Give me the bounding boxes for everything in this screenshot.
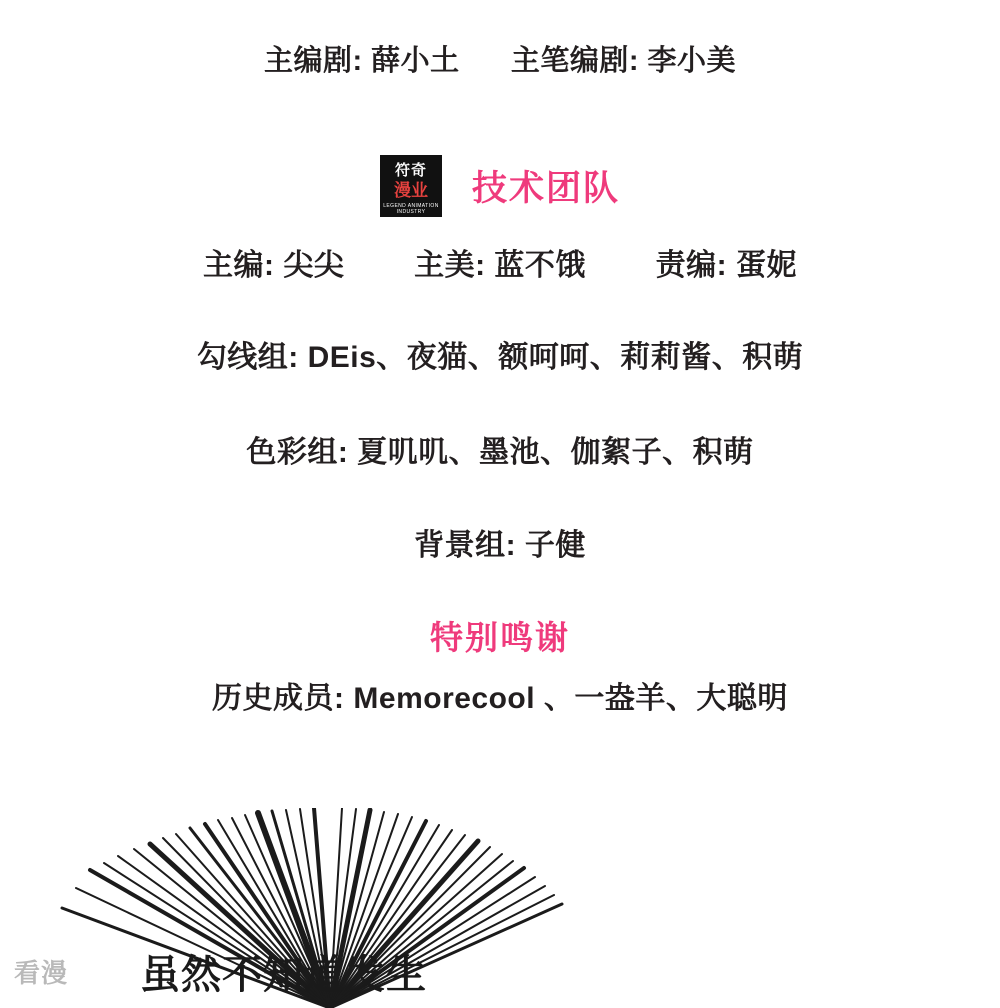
art-director-name: 蓝不饿 [494,249,586,282]
responsible-editor-name: 蛋妮 [735,249,797,282]
history-members-names: Memorecool 、一盎羊、大聪明 [353,682,788,715]
credits-color-row [0,427,1000,471]
lead-writer-label: 主笔编剧: [510,45,639,77]
responsible-editor-label: 责编: [655,249,728,282]
lineart-label: 勾线组: [196,341,299,374]
color-names: 夏叽叽、墨池、伽絮子、积萌 [357,436,754,469]
chief-writer-label: 主编剧: [263,45,363,77]
studio-logo-mid-text: 漫业 [393,181,428,200]
credits-lineart-row [0,332,1000,376]
editor-label: 主编: [203,249,275,282]
panel-dialogue-text: 虽然不知道发生 [140,953,427,997]
lead-writer-name: 李小美 [647,45,737,77]
chief-writer-name: 薛小土 [371,45,460,77]
team-header [0,155,1000,217]
special-thanks-title: 特别鸣谢 [430,619,570,656]
credits-history-row [0,673,1000,717]
watermark-label: 看漫 [14,958,69,988]
studio-logo-top-text: 符奇 [394,162,427,179]
background-names: 子健 [524,529,586,562]
lineart-names: DEis、夜猫、额呵呵、莉莉酱、积萌 [307,341,804,374]
studio-logo-icon [380,155,442,217]
background-label: 背景组: [414,529,517,562]
art-director-label: 主美: [414,249,486,282]
credits-editors-row [0,240,1000,284]
credits-writers-row [0,38,1000,79]
team-title: 技术团队 [471,169,620,208]
studio-logo-bottom-text: LEGEND ANIMATION INDUSTRY [383,203,439,215]
credits-background-row [0,520,1000,564]
editor-name: 尖尖 [283,249,345,282]
color-label: 色彩组: [246,436,349,469]
history-members-label: 历史成员: [212,682,345,715]
